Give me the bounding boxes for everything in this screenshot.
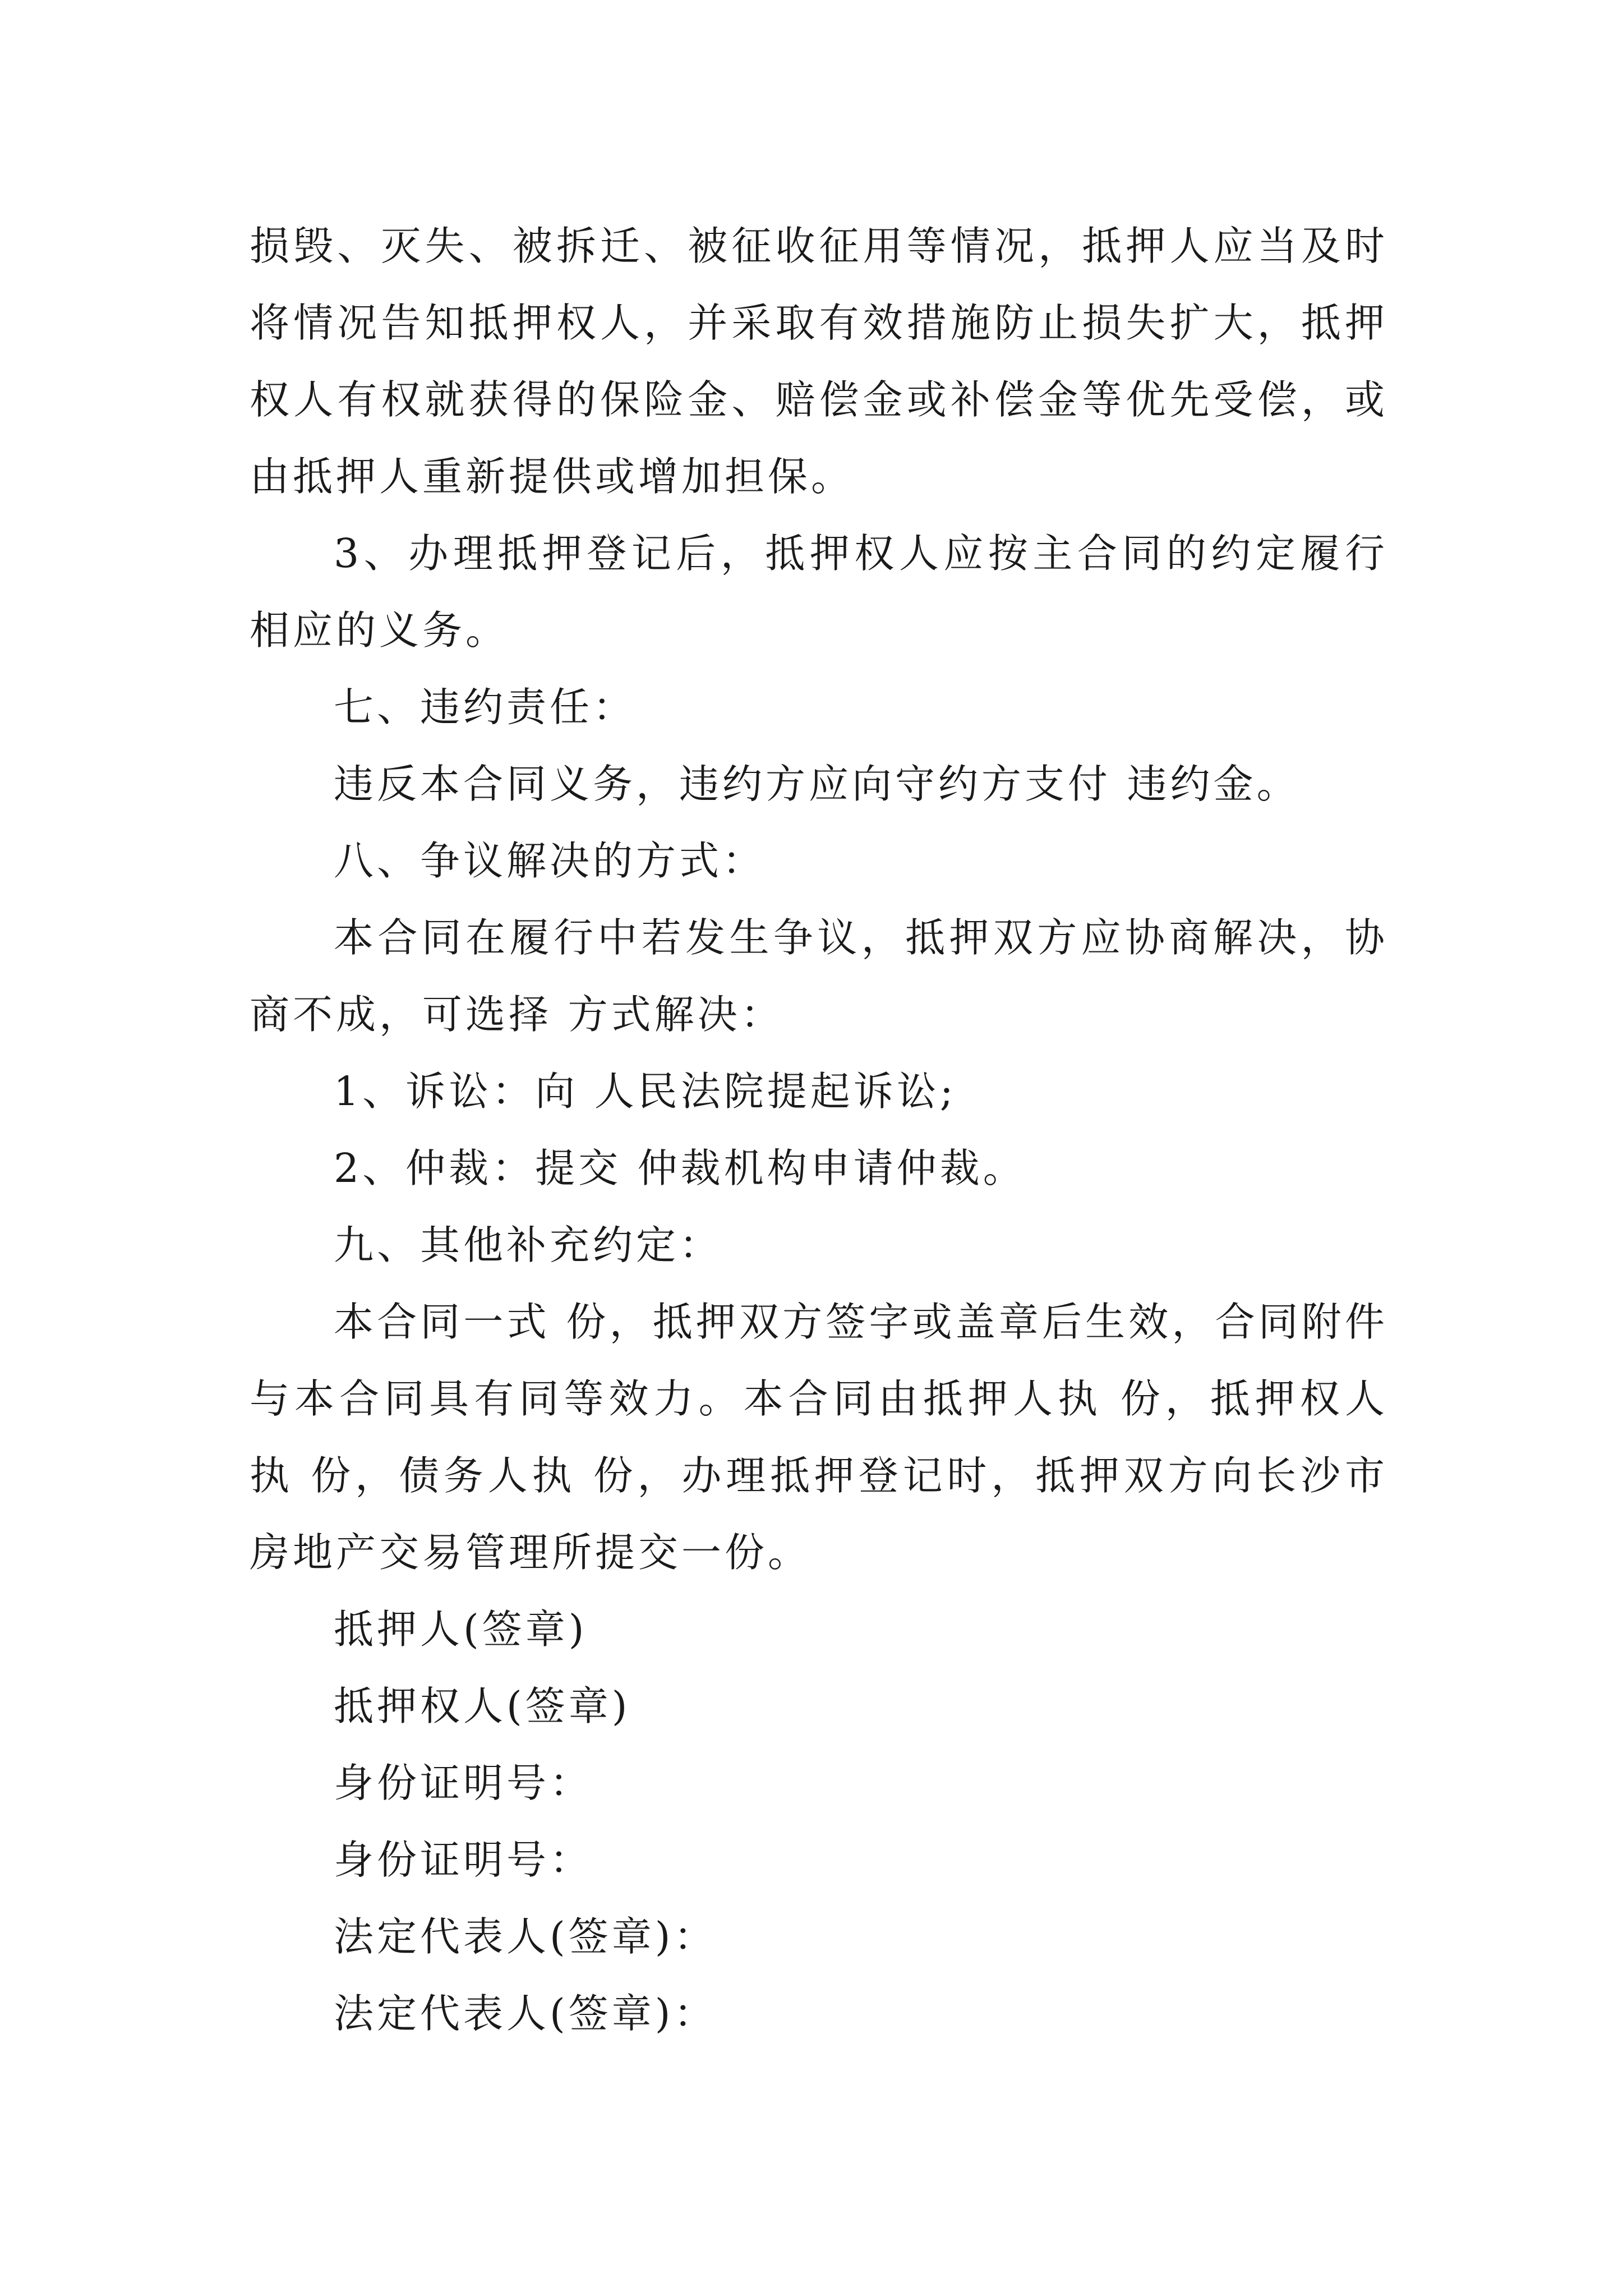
signature-mortgagee: 抵押权人(签章) xyxy=(334,1683,631,1729)
paragraph-copies-effectiveness: 本合同一式 份，抵押双方签字或盖章后生效，合同附件与本合同具有同等效力。本合同由抵押人执 份，抵押权人执 份，债务人执 份，办理抵押登记时，抵押双方向长沙市房地产交易管理所提交一份。 xyxy=(250,1299,1388,1576)
signature-mortgagor: 抵押人(签章) xyxy=(334,1606,588,1653)
legal-rep-mortgagee: 法定代表人(签章)： xyxy=(334,1990,717,2037)
paragraph-dispute-negotiation: 本合同在履行中若发生争议，抵押双方应协商解决，协商不成，可选择 方式解决： xyxy=(250,914,1388,1038)
paragraph-breach-penalty: 违反本合同义务，违约方应向守约方支付 违约金。 xyxy=(334,761,1300,807)
paragraph-litigation-option: 1、诉讼：向 人民法院提起诉讼; xyxy=(334,1068,957,1115)
id-number-mortgagee: 身份证明号： xyxy=(334,1837,593,1883)
document-body xyxy=(250,208,1388,2052)
legal-rep-mortgagor: 法定代表人(签章)： xyxy=(334,1913,717,1960)
heading-dispute-resolution: 八、争议解决的方式： xyxy=(334,838,766,884)
paragraph-arbitration-option: 2、仲裁：提交 仲裁机构申请仲裁。 xyxy=(334,1145,1026,1191)
paragraph-loss-handling: 损毁、灭失、被拆迁、被征收征用等情况，抵押人应当及时将情况告知抵押权人，并采取有效措施防止损失扩大，抵押权人有权就获得的保险金、赔偿金或补偿金等优先受偿，或由抵押人重新提供或增加担保。 xyxy=(250,223,1388,500)
paragraph-clause-3: 3、办理抵押登记后，抵押权人应按主合同的约定履行相应的义务。 xyxy=(250,530,1388,654)
id-number-mortgagor: 身份证明号： xyxy=(334,1760,593,1806)
heading-breach-liability: 七、违约责任： xyxy=(334,684,637,730)
heading-other-provisions: 九、其他补充约定： xyxy=(334,1222,723,1268)
